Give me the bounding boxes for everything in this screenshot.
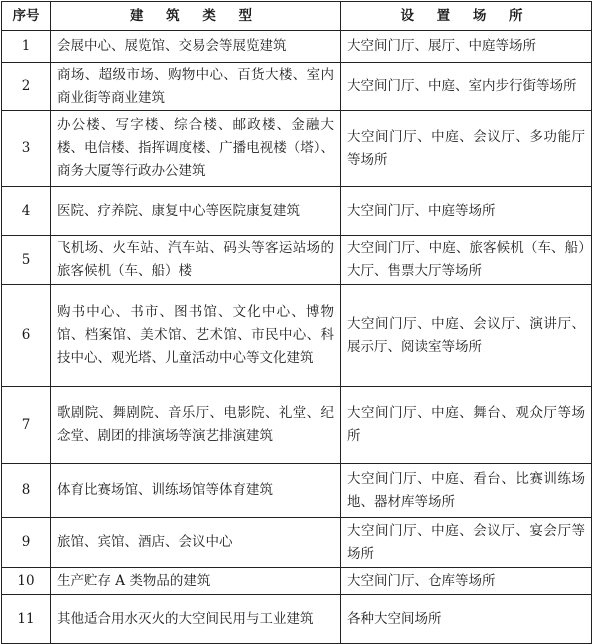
row-no: 5 [2,236,51,285]
header-no: 序号 [2,2,51,31]
row-building-type: 飞机场、火车站、汽车站、码头等客运站场的旅客候机（车、船）楼 [51,236,341,285]
row-setup-place: 大空间门厅、展厅、中庭等场所 [341,31,592,63]
row-building-type: 会展中心、展览馆、交易会等展览建筑 [51,31,341,63]
row-no: 3 [2,111,51,187]
table-row [2,187,592,236]
row-setup-place: 大空间门厅、中庭、看台、比赛训练场地、器材库等场所 [341,464,592,518]
row-setup-place: 大空间门厅、中庭、舞台、观众厅等场所 [341,387,592,464]
row-setup-place: 大空间门厅、中庭、旅客候机（车、船）大厅、售票大厅等场所 [341,236,592,285]
building-type-table [1,1,592,644]
row-building-type: 商场、超级市场、购物中心、百货大楼、室内商业街等商业建筑 [51,63,341,111]
table-row [2,568,592,595]
row-building-type: 办公楼、写字楼、综合楼、邮政楼、金融大楼、电信楼、指挥调度楼、广播电视楼（塔）、商务大厦等行政办公建筑 [51,111,341,187]
row-no: 9 [2,518,51,568]
row-no: 4 [2,187,51,236]
row-no: 7 [2,387,51,464]
header-building-type: 建 筑 类 型 [51,2,341,31]
row-setup-place: 大空间门厅、中庭、会议厅、演讲厅、展示厅、阅读室等场所 [341,285,592,387]
row-no: 6 [2,285,51,387]
row-building-type: 旅馆、宾馆、酒店、会议中心 [51,518,341,568]
row-building-type: 生产贮存 A 类物品的建筑 [51,568,341,595]
row-no: 10 [2,568,51,595]
table-header-row [2,2,592,31]
row-building-type: 体育比赛场馆、训练场馆等体育建筑 [51,464,341,518]
table-row [2,63,592,111]
row-building-type: 歌剧院、舞剧院、音乐厅、电影院、礼堂、纪念堂、剧团的排演场等演艺排演建筑 [51,387,341,464]
table-row [2,595,592,644]
row-setup-place: 各种大空间场所 [341,595,592,644]
table-row [2,111,592,187]
table-row [2,518,592,568]
table-row [2,285,592,387]
row-no: 8 [2,464,51,518]
table-row [2,464,592,518]
header-setup-place: 设 置 场 所 [341,2,592,31]
table-row [2,31,592,63]
row-building-type: 医院、疗养院、康复中心等医院康复建筑 [51,187,341,236]
row-building-type: 购书中心、书市、图书馆、文化中心、博物馆、档案馆、美术馆、艺术馆、市民中心、科技中心、观光塔、儿童活动中心等文化建筑 [51,285,341,387]
row-setup-place: 大空间门厅、仓库等场所 [341,568,592,595]
row-setup-place: 大空间门厅、中庭、室内步行街等场所 [341,63,592,111]
row-no: 11 [2,595,51,644]
table-row [2,387,592,464]
row-setup-place: 大空间门厅、中庭等场所 [341,187,592,236]
row-setup-place: 大空间门厅、中庭、会议厅、多功能厅等场所 [341,111,592,187]
row-no: 2 [2,63,51,111]
row-no: 1 [2,31,51,63]
row-setup-place: 大空间门厅、中庭、会议厅、宴会厅等场所 [341,518,592,568]
row-building-type: 其他适合用水灭火的大空间民用与工业建筑 [51,595,341,644]
table-row [2,236,592,285]
